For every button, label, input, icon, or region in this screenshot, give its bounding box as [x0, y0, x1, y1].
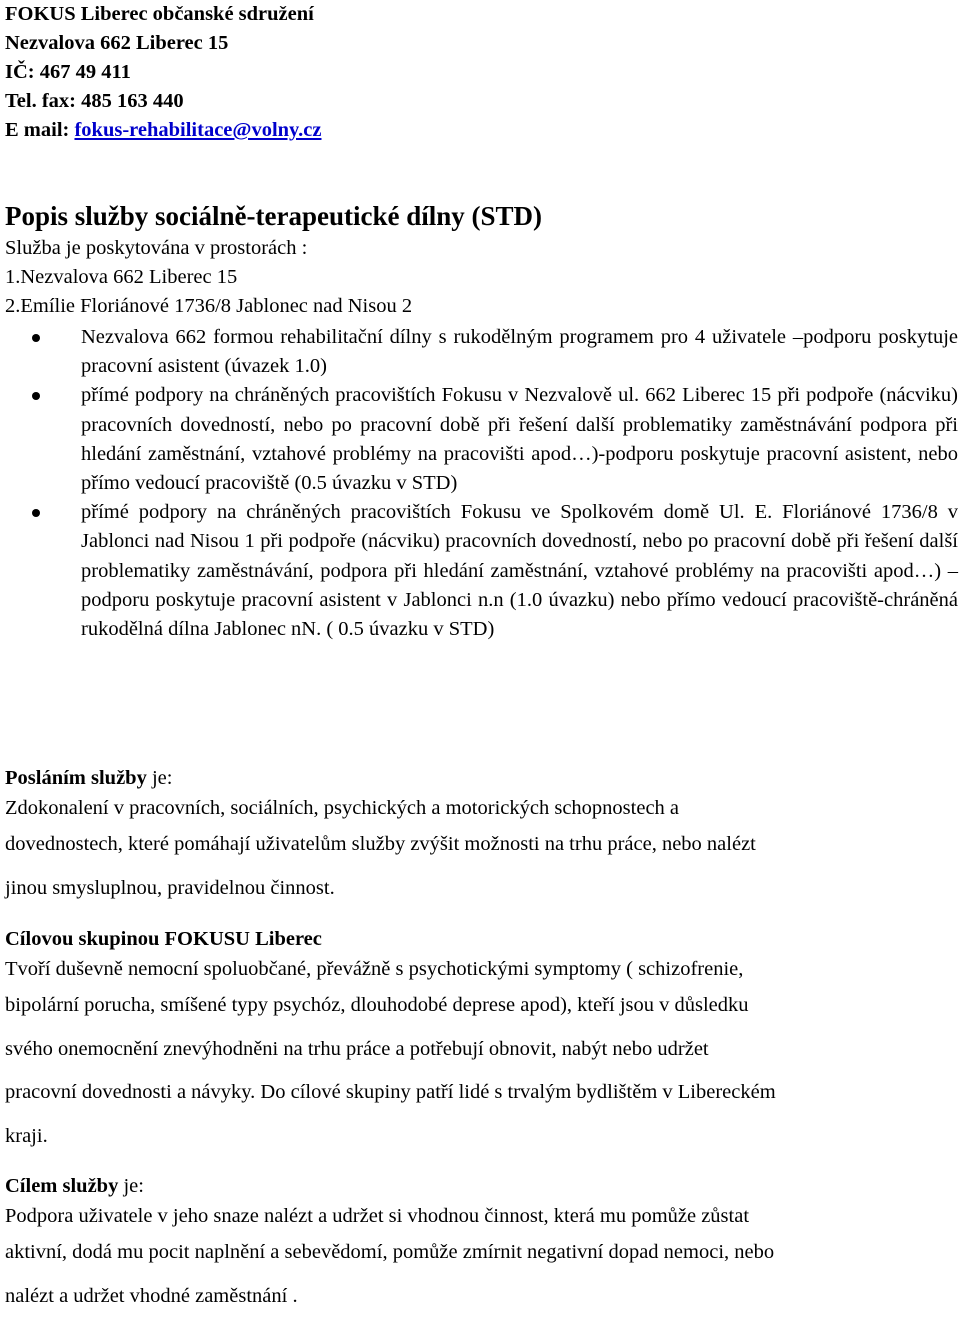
target-group-heading: Cílovou skupinou FOKUSU Liberec [5, 924, 958, 954]
target-group-line: pracovní dovednosti a návyky. Do cílové skupiny patří lidé s trvalým bydlištěm v Libereckém [5, 1071, 958, 1115]
std-intro: Služba je poskytována v prostorách : [5, 234, 542, 263]
goal-heading: Cílem služby je: [5, 1171, 958, 1201]
target-group-line: Tvoří duševně nemocní spoluobčané, převážně s psychotickými symptomy ( schizofrenie, [5, 954, 958, 984]
std-location-1: 1.Nezvalova 662 Liberec 15 [5, 263, 542, 292]
organization-header [5, 0, 322, 145]
org-email-line [5, 116, 322, 145]
target-group-line: bipolární porucha, smíšené typy psychóz, dlouhodobé deprese apod), kteří jsou v důsledku [5, 984, 958, 1028]
bullet-item [0, 381, 960, 498]
bullet-item [0, 323, 960, 381]
email-link[interactable]: fokus-rehabilitace@volny.cz [74, 119, 321, 141]
mission-line: jinou smysluplnou, pravidelnou činnost. [5, 867, 958, 911]
goal-section [5, 1171, 958, 1318]
org-address: Nezvalova 662 Liberec 15 [5, 29, 322, 58]
bullet-item [0, 498, 960, 644]
service-bullet-list [0, 323, 960, 644]
goal-line: aktivní, dodá mu pocit naplnění a sebevědomí, pomůže zmírnit negativní dopad nemoci, nebo [5, 1231, 958, 1275]
email-label: E mail: [5, 119, 74, 141]
std-title: Popis služby sociálně-terapeutické dílny (STD) [5, 198, 542, 234]
bullet-text: přímé podpory na chráněných pracovištích Fokusu v Nezvalově ul. 662 Liberec 15 při podpoře (nácviku) pracovních dovedností, nebo po pracovní době při řešení další problematiky zaměstnávání podpora při hledání zaměstnání, vztahové problémy na pracovišti apod…)-podporu poskytuje pracovní asistent, nebo přímo vedoucí pracoviště (0.5 úvazku v STD) [81, 384, 958, 494]
goal-line: nalézt a udržet vhodné zaměstnání . [5, 1275, 958, 1318]
target-group-section [5, 924, 958, 1158]
goal-line: Podpora uživatele v jeho snaze nalézt a udržet si vhodnou činnost, která mu pomůže zůstat [5, 1201, 958, 1231]
bullet-icon [32, 509, 40, 517]
mission-line: dovednostech, které pomáhají uživatelům služby zvýšit možnosti na trhu práce, nebo nalézt [5, 823, 958, 867]
mission-heading: Posláním služby je: [5, 763, 958, 793]
target-group-line: svého onemocnění znevýhodněni na trhu práce a potřebují obnovit, nabýt nebo udržet [5, 1028, 958, 1072]
bullet-icon [32, 392, 40, 400]
std-location-2: 2.Emílie Floriánové 1736/8 Jablonec nad Nisou 2 [5, 292, 542, 321]
org-ico: IČ: 467 49 411 [5, 58, 322, 87]
mission-line: Zdokonalení v pracovních, sociálních, psychických a motorických schopnostech a [5, 793, 958, 823]
bullet-icon [32, 334, 40, 342]
org-telfax: Tel. fax: 485 163 440 [5, 87, 322, 116]
bullet-text: Nezvalova 662 formou rehabilitační dílny s rukodělným programem pro 4 uživatele –podporu poskytuje pracovní asistent (úvazek 1.0) [81, 326, 958, 377]
target-group-line: kraji. [5, 1115, 958, 1159]
org-name: FOKUS Liberec občanské sdružení [5, 0, 322, 29]
mission-section [5, 763, 958, 910]
bullet-text: přímé podpory na chráněných pracovištích Fokusu ve Spolkovém domě Ul. E. Floriánové 1736/8 v Jablonci nad Nisou 1 při podpoře (nácviku) pracovních dovedností, nebo po pracovní době při řešení další problematiky zaměstnávání, podpora při hledání zaměstnání, vztahové problémy na pracovišti apod…) – podporu poskytuje pracovní asistent v Jablonci n.n (1.0 úvazku) nebo přímo vedoucí pracoviště-chráněná rukodělná dílna Jablonec nN. ( 0.5 úvazku v STD) [81, 501, 958, 640]
std-section [5, 198, 542, 321]
